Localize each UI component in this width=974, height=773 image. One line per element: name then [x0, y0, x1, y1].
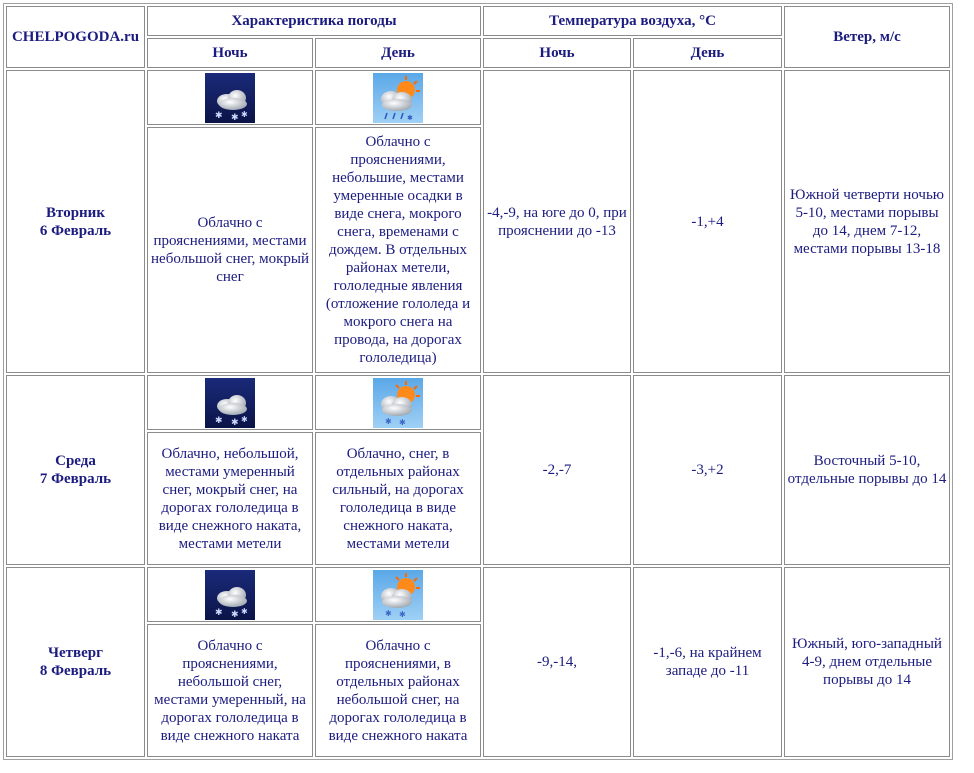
sun-cloud-snow-icon: [373, 378, 423, 428]
moon-cloud-snow-icon: [205, 378, 255, 428]
wind: Южный, юго-западный 4-9, днем отдельные порывы до 14: [784, 567, 950, 757]
header-temperature: Температура воздуха, °C: [483, 6, 782, 36]
date: 7 Февраль: [39, 471, 112, 487]
forecast-table: [3, 3, 953, 760]
weather-icon-day-cell: [315, 70, 481, 125]
weekday: Среда: [55, 453, 96, 469]
temp-night: -2,-7: [483, 375, 631, 565]
day-label: [6, 567, 145, 757]
desc-night: Облачно с прояснениями, небольшой снег, местами умеренный, на дорогах гололедица в виде снежного наката: [147, 624, 313, 757]
wind: Восточный 5-10, отдельные порывы до 14: [784, 375, 950, 565]
moon-cloud-snow-icon: [205, 73, 255, 123]
day-label: [6, 375, 145, 565]
header-weather: Характеристика погоды: [147, 6, 481, 36]
sun-cloud-snow-icon: [373, 570, 423, 620]
temp-night: -9,-14,: [483, 567, 631, 757]
weather-icon-night-cell: [147, 567, 313, 622]
desc-night: Облачно, небольшой, местами умеренный снег, мокрый снег, на дорогах гололедица в виде снежного наката, местами метели: [147, 432, 313, 565]
weather-icon-day-cell: [315, 375, 481, 430]
weekday: Вторник: [46, 204, 105, 221]
weather-icon-night-cell: [147, 375, 313, 430]
site-brand[interactable]: CHELPOGODA.ru: [6, 6, 145, 68]
header-weather-night: Ночь: [147, 38, 313, 68]
temp-night: -4,-9, на юге до 0, при прояснении до -13: [483, 70, 631, 373]
temp-day: -1,-6, на крайнем западе до -11: [633, 567, 782, 757]
temp-day: -3,+2: [633, 375, 782, 565]
temp-day: -1,+4: [633, 70, 782, 373]
date: 6 Февраль: [39, 222, 112, 239]
header-temp-day: День: [633, 38, 782, 68]
weather-icon-night-cell: [147, 70, 313, 125]
desc-day: Облачно с прояснениями, небольшие, местами умеренные осадки в виде снега, мокрого снега, временами с дождем. В отдельных районах метели, гололедные явления (отложение гололеда и мокрого снега на провода, на дорогах гололедица): [315, 127, 481, 373]
desc-day: Облачно, снег, в отдельных районах сильный, на дорогах гололедица в виде снежного наката, местами метели: [315, 432, 481, 565]
desc-night: Облачно с прояснениями, местами небольшой снег, мокрый снег: [147, 127, 313, 373]
wind: Южной четверти ночью 5-10, местами порывы до 14, днем 7-12, местами порывы 13-18: [784, 70, 950, 373]
desc-day: Облачно с прояснениями, в отдельных районах небольшой снег, на дорогах гололедица в виде снежного наката: [315, 624, 481, 757]
header-temp-night: Ночь: [483, 38, 631, 68]
header-wind: Ветер, м/с: [784, 6, 950, 68]
header-weather-day: День: [315, 38, 481, 68]
moon-cloud-snow-icon: [205, 570, 255, 620]
weekday: Четверг: [48, 645, 103, 661]
weather-icon-day-cell: [315, 567, 481, 622]
date: 8 Февраль: [39, 663, 112, 679]
sun-cloud-sleet-icon: [373, 73, 423, 123]
day-label: [6, 70, 145, 373]
